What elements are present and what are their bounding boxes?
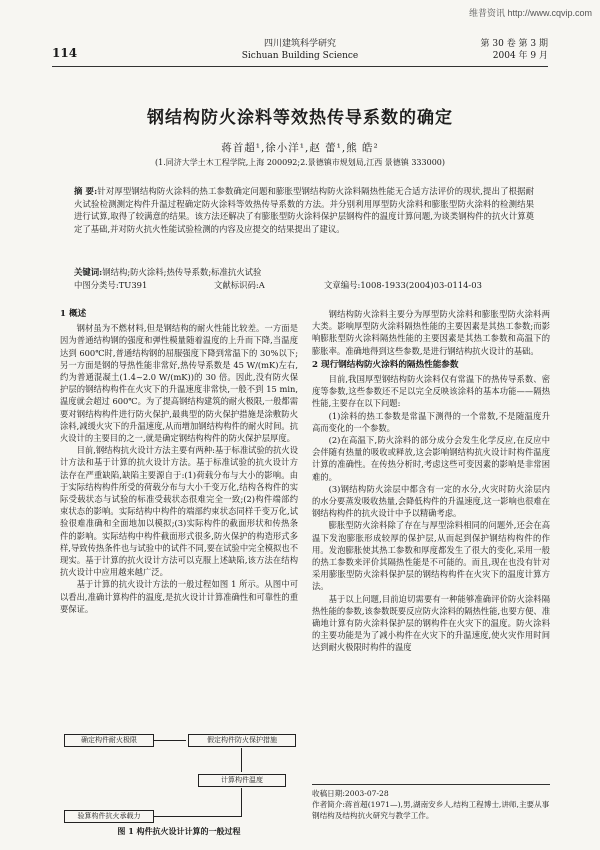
keywords (74, 266, 534, 279)
flow-box-protection: 假定构件防火保护措施 (188, 734, 296, 747)
figure-caption: 图 1 构件抗火设计计算的一般过程 (117, 826, 241, 836)
affiliation: (1.同济大学土木工程学院,上海 200092;2.景德镇市规划局,江西 景德镇 333000) (155, 158, 445, 167)
received-date: 收稿日期:2003-07-28 (312, 789, 389, 798)
paragraph: 目前,钢结构抗火设计方法主要有两种:基于标准试验的抗火设计方法和基于计算的抗火设计方法。基于标准试验的抗火设计方法存在严重缺陷,缺陷主要源自于:(1)荷载分布与大小的影响。由于实际结构构件所受的荷载分布与大小千变万化,结构各构件的实际受载状态与试验的标准受载状态很难完全一致;(2)构件端部约束状态的影响。实际结构中构件的端部约束状态同样千变万化,试验很难准确和全面地加以模拟;(3)实际构件的截面形状和传热条件的影响。实际结构中构件截面形式很多,防火保护的构造形式多样,导致传热条件也与试验中的试件不同,要在试验中完全模拟也不现实。基于计算的抗火设计方法可以克服上述缺陷,该方法在结构抗火设计中应用越来越广泛。 (60, 445, 298, 578)
paragraph: (2)在高温下,防火涂料的部分成分会发生化学反应,在反应中会伴随有热量的吸收或释放,这会影响钢结构抗火设计时构件温度计算的准确性。在传热分析时,考虑这些可变因素的影响是非常困难的。 (312, 435, 550, 482)
paragraph: 基于计算的抗火设计方法的一般过程如图 1 所示。从图中可以看出,准确计算构件的温度,是抗火设计计算准确性和可靠性的重要保证。 (60, 579, 298, 614)
watermark: 维普资讯 http://www.cqvip.com (468, 8, 592, 18)
paragraph: 钢结构防火涂料主要分为厚型防火涂料和膨胀型防火涂料两大类。影响厚型防火涂料隔热性能的主要因素是其热工参数;而影响膨胀型防火涂料隔热性能的主要因素是其热工参数和高温下的膨胀率。准确地得到这些参数,是进行钢结构抗火设计的基础。 (312, 309, 550, 356)
issue-date: 2004 年 9 月 (492, 51, 548, 61)
section-1-heading: 1 概述 (60, 309, 87, 319)
journal-name-en: Sichuan Building Science (241, 51, 359, 61)
footnote (312, 784, 550, 821)
paragraph: (1)涂料的热工参数是常温下测得的一个常数,不是随温度升高而变化的一个参数。 (312, 410, 550, 433)
arrow-connector (154, 816, 242, 817)
abstract-label: 摘 要: (74, 186, 98, 196)
arrow-connector (241, 788, 242, 816)
flow-box-capacity-check: 验算构件抗火承载力 (64, 810, 154, 823)
right-column (312, 308, 550, 654)
flow-box-fire-resistance: 确定构件耐火极限 (64, 734, 154, 747)
journal-name (52, 38, 548, 62)
clc-number: 中图分类号:TU391 (74, 280, 148, 290)
author-bio: 作者简介:蒋首超(1971—),男,湖南安乡人,结构工程博士,讲师,主要从事钢结构及结构抗火研究与教学工作。 (312, 800, 550, 820)
running-header (52, 38, 548, 67)
paper-title: 钢结构防火涂料等效热传导系数的确定 (147, 108, 453, 128)
classification-line (74, 279, 534, 291)
paragraph: 目前,我国厚型钢结构防火涂料仅有常温下的热传导系数、密度等参数,这些参数还不足以完全反映该涂料的基本功能——隔热性能,主要存在以下问题: (312, 374, 550, 409)
flow-box-temperature: 计算构件温度 (198, 774, 286, 787)
volume-info (481, 38, 548, 62)
arrow-connector (154, 740, 186, 741)
keywords-label: 关键词: (74, 267, 103, 277)
keywords-text: 钢结构;防火涂料;热传导系数;标准抗火试验 (102, 267, 262, 277)
abstract-text: 针对厚型钢结构防火涂料的热工参数确定问题和膨胀型钢结构防火涂料隔热性能无合适方法评价的现状,提出了根据耐火试验检测测定构件升温过程确定防火涂料等效热传导系数的方法。并分别利用厚型防火涂料和膨胀型防火涂料的检测结果进行试算,取得了较满意的结果。该方法还解决了有膨胀型防火涂料保护层钢构件的温度计算问题,为谈类钢构件的抗火计算奠定了基础,并对防火抗火性能试验检测的内容及应提交的结果提出了建议。 (74, 186, 534, 234)
article-number: 文章编号:1008-1933(2004)03-0114-03 (324, 280, 482, 290)
paragraph: 膨胀型防火涂料除了存在与厚型涂料相同的问题外,还会在高温下发泡膨胀形成较厚的保护层,从而起到保护钢结构构件的作用。发泡膨胀使其热工参数和厚度都发生了很大的变化,采用一般的热工参数来评价其隔热性能是不可能的。而且,现在也没有针对采用膨胀型防火涂料保护层的钢结构构件在火灾下的温度计算方法。 (312, 520, 550, 592)
document-code: 文献标识码:A (214, 280, 265, 290)
abstract (74, 185, 534, 235)
paragraph: (3)钢结构防火涂层中都含有一定的水分,火灾时防火涂层内的水分要蒸发吸收热量,会降低构件的升温速度,这一影响也很难在钢结构构件的抗火设计中予以精确考虑。 (312, 483, 550, 519)
page-number: 114 (52, 46, 78, 60)
section-2-heading: 2 现行钢结构防火涂料的隔热性能参数 (312, 359, 459, 370)
author-list: 蒋首超¹,徐小洋¹,赵 蕾¹,熊 皓² (221, 142, 379, 154)
volume-issue: 第 30 卷 第 3 期 (480, 39, 548, 49)
paragraph: 钢材虽为不燃材料,但是钢结构的耐火性能比较差。一方面是因为普通结构钢的强度和弹性模量随着温度的上升而下降,当温度达到 600℃时,普通结构钢的屈服强度下降到常温下的 30%以下;另一方面是钢的导热性能非常好,热传导系数是 45 W/(mK)左右,约为普通混凝土(1.4~2.0 W/(mK))的 30 倍。因此,没有防火保护层的钢结构构件在火灾下的升温速度非常快,一般不到 15 min,温度就会超过 600℃。为了提高钢结构建筑的耐火极限,一般都需要对钢结构构件进行防火保护,最典型的防火保护措施是涂敷防火涂料,减缓火灾下的升温速度,从而增加钢结构构件的耐火时间。抗火设计的主要目的之一,就是确定钢结构构件的防火保护层厚度。 (60, 323, 298, 444)
paragraph: 基于以上问题,目前迫切需要有一种能够准确评价防火涂料隔热性能的参数,该参数既要反应防火涂料的隔热性能,也要方便、准确地计算有防火涂料保护层的钢构件在火灾下的温度。防火涂料的主要功能是为了减小构件在火灾下的升温速度,使火灾作用时间达到耐火极限时构件的温度 (312, 593, 550, 653)
journal-name-cn: 四川建筑科学研究 (263, 39, 336, 49)
left-column (60, 308, 298, 615)
arrow-connector (241, 748, 242, 772)
